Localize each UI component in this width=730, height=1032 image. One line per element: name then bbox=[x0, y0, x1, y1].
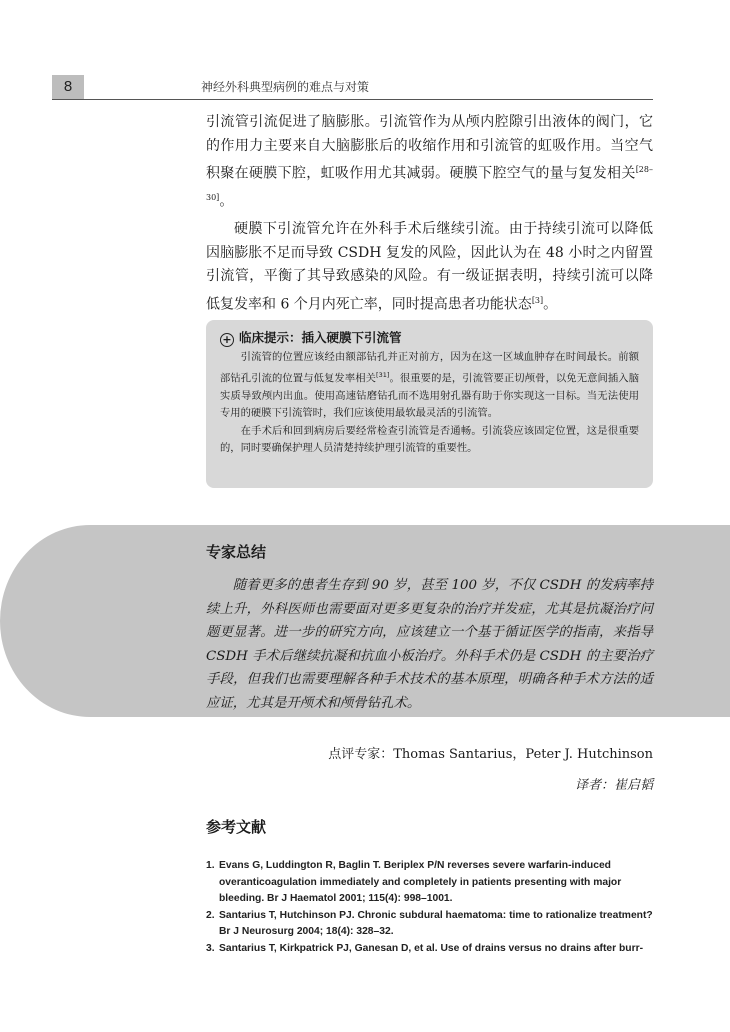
body-paragraph-1: 引流管引流促进了脑膨胀。引流管作为从颅内腔隙引出液体的阀门，它的作用力主要来自大脑膨胀后的收缩作用和引流管的虹吸作用。当空气积聚在硬膜下腔，虹吸作用尤其减弱。硬膜下腔空气的量与复发相关[28–30]。 bbox=[206, 114, 653, 210]
citation: [31] bbox=[376, 370, 390, 379]
body-text bbox=[206, 111, 653, 321]
references-list bbox=[206, 858, 653, 957]
citation: [3] bbox=[531, 295, 544, 305]
clinical-tip-title: + 临床提示：插入硬膜下引流管 bbox=[220, 328, 639, 348]
clinical-tip-paragraph-1: 引流管的位置应该经由额部钻孔并正对前方，因为在这一区域血肿存在时间最长。前额部钻孔引流的位置与低复发率相关[31]。很重要的是，引流管要正切颅骨，以免无意间插入脑实质导致颅内出血。使用高速钻磨钻孔而不选用射孔器有助于你实现这一目标。当无法使用专用的硬膜下引流管时，我们应该使用最软最灵活的引流管。 bbox=[220, 351, 640, 420]
running-title: 神经外科典型病例的难点与对策 bbox=[201, 80, 370, 94]
page-number: 8 bbox=[52, 75, 84, 99]
clinical-tip-paragraph-2: 在手术后和回到病房后要经常检查引流管是否通畅。引流袋应该固定位置，这是很重要的，同时要确保护理人员清楚持续护理引流管的重要性。 bbox=[220, 424, 639, 455]
reference-item: 3. Santarius T, Kirkpatrick PJ, Ganesan D, et al. Use of drains versus no drains after burr- bbox=[206, 942, 644, 954]
clinical-tip-box bbox=[206, 320, 653, 488]
reference-item: 1. Evans G, Luddington R, Baglin T. Beriplex P/N reverses severe warfarin-induced overanticoagulation immediately and completely in patients presenting with major bleeding. Br J Haematol 2001; 115(4): 998–1001. bbox=[206, 860, 622, 904]
plus-circle-icon: + bbox=[220, 333, 234, 347]
translator: 译者：崔启韬 bbox=[574, 778, 653, 793]
reviewers: 点评专家：Thomas Santarius，Peter J. Hutchinson bbox=[328, 747, 653, 762]
reference-item: 2. Santarius T, Hutchinson PJ. Chronic subdural haematoma: time to rationalize treatment? Br J Neurosurg 2004; 18(4): 328–32. bbox=[206, 909, 653, 937]
citation: [28–30] bbox=[206, 165, 653, 203]
expert-summary-text: 随着更多的患者生存到 90 岁，甚至 100 岁，不仅 CSDH 的发病率持续上升，外科医师也需要面对更多更复杂的治疗并发症，尤其是抗凝治疗问题更显著。进一步的研究方向，应该建立一个基于循证医学的指南，来指导 CSDH 手术后继续抗凝和抗血小板治疗。外科手术仍是 CSDH 的主要治疗手段，但我们也需要理解各种手术技术的基本原理，明确各种手术方法的适应证，尤其是开颅术和颅骨钻孔术。 bbox=[206, 578, 653, 711]
body-paragraph-2: 硬膜下引流管允许在外科手术后继续引流。由于持续引流可以降低因脑膨胀不足而导致 CSDH 复发的风险，因此认为在 48 小时之内留置引流管，平衡了其导致感染的风险。有一级证据表明，持续引流可以降低复发率和 6 个月内死亡率，同时提高患者功能状态[3]。 bbox=[206, 221, 653, 313]
running-header bbox=[52, 75, 653, 100]
expert-summary-title: 专家总结 bbox=[206, 543, 267, 561]
references-title: 参考文献 bbox=[206, 818, 267, 836]
